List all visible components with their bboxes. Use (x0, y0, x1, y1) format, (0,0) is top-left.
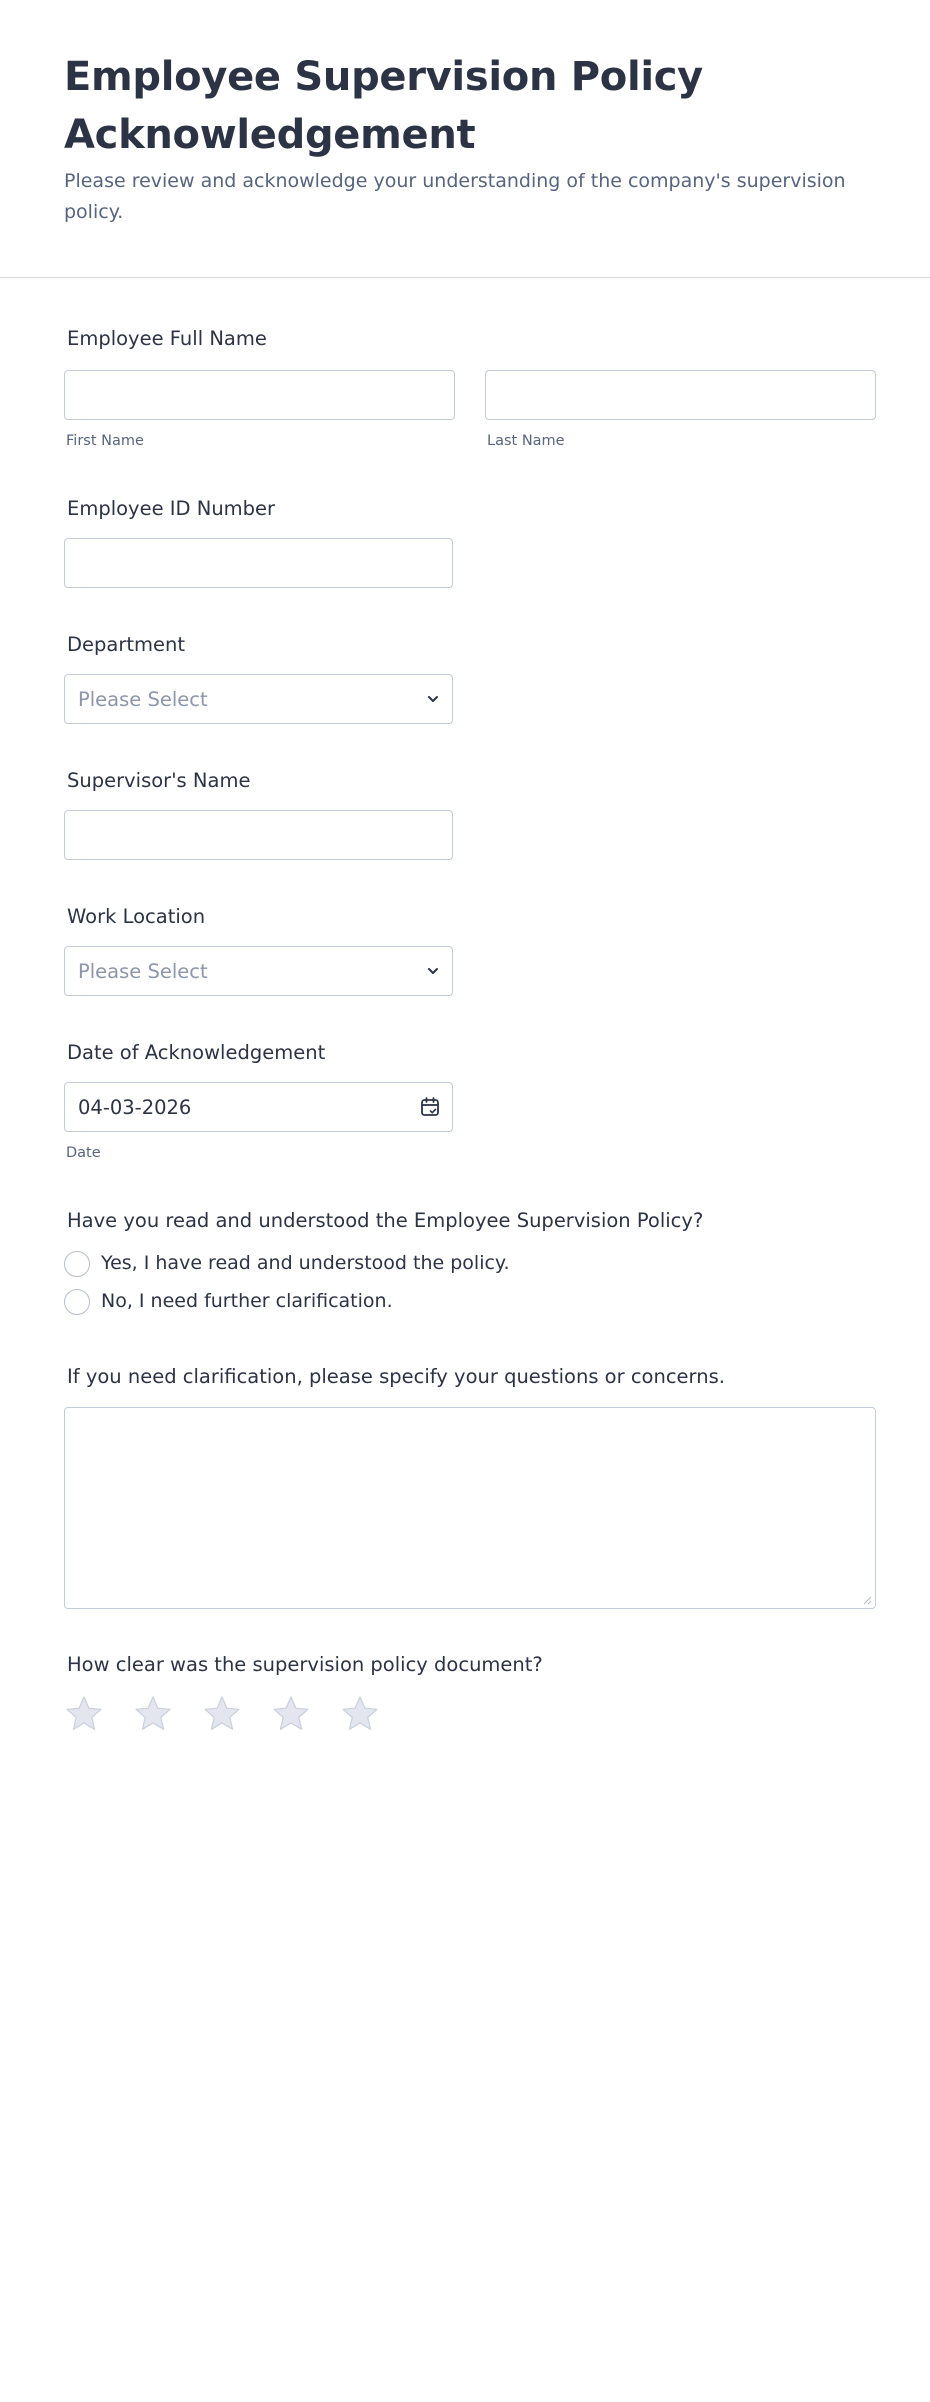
date-input[interactable] (64, 1082, 453, 1132)
supervisor-input[interactable] (64, 810, 453, 860)
star-icon[interactable] (202, 1694, 242, 1734)
clarity-rating-label: How clear was the supervision policy document? (67, 1653, 543, 1676)
first-name-input[interactable] (64, 370, 455, 420)
employee-id-label: Employee ID Number (67, 497, 276, 520)
star-icon[interactable] (340, 1694, 380, 1734)
clarification-textarea[interactable] (64, 1407, 876, 1609)
last-name-input[interactable] (485, 370, 876, 420)
date-label: Date of Acknowledgement (67, 1041, 326, 1064)
form-subtitle: Please review and acknowledge your understanding of the company's supervision policy. (64, 170, 846, 223)
policy-read-label: Have you read and understood the Employee Supervision Policy? (67, 1209, 704, 1232)
star-icon[interactable] (271, 1694, 311, 1734)
department-select[interactable] (64, 674, 453, 724)
work-location-placeholder: Please Select (78, 960, 208, 983)
date-value: 04-03-2026 (78, 1096, 192, 1119)
radio-option-no[interactable] (64, 1289, 404, 1317)
supervisor-label: Supervisor's Name (67, 769, 251, 792)
work-location-select[interactable] (64, 946, 453, 996)
star-icon[interactable] (64, 1694, 104, 1734)
first-name-sublabel: First Name (66, 433, 144, 449)
chevron-down-icon (426, 964, 440, 978)
calendar-icon[interactable] (420, 1096, 440, 1118)
radio-circle-yes[interactable] (64, 1251, 90, 1277)
department-placeholder: Please Select (78, 688, 208, 711)
star-icon[interactable] (133, 1694, 173, 1734)
work-location-label: Work Location (67, 905, 206, 928)
department-label: Department (67, 633, 185, 656)
chevron-down-icon (426, 692, 440, 706)
last-name-sublabel: Last Name (487, 433, 565, 449)
employee-id-input[interactable] (64, 538, 453, 588)
form-header (0, 0, 930, 278)
clarification-label: If you need clarification, please specify your questions or concerns. (67, 1365, 725, 1388)
radio-circle-no[interactable] (64, 1289, 90, 1315)
date-sublabel: Date (66, 1145, 101, 1161)
resize-grip-icon[interactable] (862, 1595, 872, 1605)
form-title: Employee Supervision Policy Acknowledgement (64, 54, 703, 158)
radio-label-yes: Yes, I have read and understood the policy. (101, 1252, 510, 1274)
full-name-label: Employee Full Name (67, 327, 267, 350)
radio-label-no: No, I need further clarification. (101, 1290, 393, 1312)
radio-option-yes[interactable] (64, 1251, 510, 1279)
